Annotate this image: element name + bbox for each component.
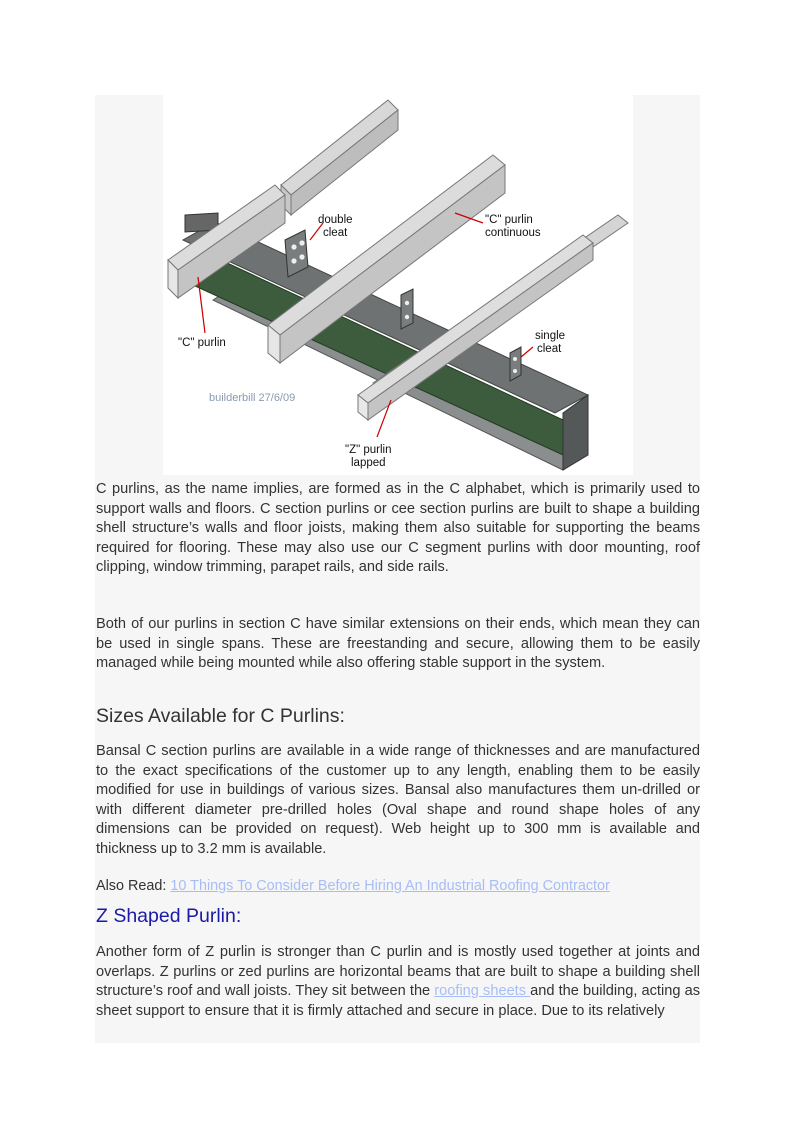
label-single-cleat-1: single: [535, 330, 566, 342]
roofing-sheets-link[interactable]: roofing sheets: [434, 983, 531, 999]
label-c-continuous-1: "C" purlin: [485, 214, 533, 226]
paragraph-z-text-after: and the building, acting as sheet support to ensure that it is firmly attached and secure in place. Due to its relatively: [96, 983, 700, 1019]
purlin-diagram: [163, 95, 633, 475]
label-double-cleat-2: cleat: [323, 227, 348, 239]
label-credit: builderbill 27/6/09: [209, 392, 296, 404]
single-cleat: [510, 347, 521, 381]
label-double-cleat-1: double: [318, 214, 353, 226]
heading-z-purlin: Z Shaped Purlin:: [96, 905, 242, 927]
paragraph-c-purlins-extensions: Both of our purlins in section C have similar extensions on their ends, which mean they can be used in single spans. These are freestanding and secure, allowing them to be easily managed while being mounted while also offering stable support in the system.: [96, 616, 700, 671]
middle-cleat: [401, 289, 413, 329]
paragraph-sizes: Bansal C section purlins are available in a wide range of thicknesses and are manufactured to the exact specifications of the customer up to any length, enabling them to be easily modified for use in buildings of various sizes. Bansal also manufactures them un-drilled or with different diameter pre-drilled holes (Oval shape and round shape holes of any dimensions can be provided on request). Web height up to 300 mm is available and thickness up to 3.2 mm is available.: [96, 743, 700, 857]
label-z-lapped-1: "Z" purlin: [345, 444, 392, 456]
label-c-continuous-2: continuous: [485, 227, 541, 239]
label-single-cleat-2: cleat: [537, 343, 562, 355]
label-c-purlin: "C" purlin: [178, 337, 226, 349]
paragraph-c-purlins-intro: C purlins, as the name implies, are formed as in the C alphabet, which is primarily used to support walls and floors. C section purlins or cee section purlins are built to shape a building shell structure’s walls and floor joists, making them also suitable for supporting the beams required for flooring. These may also use our C segment purlins with door mounting, roof clipping, window trimming, parapet rails, and side rails.: [96, 481, 700, 575]
paragraph-z-text-before: Another form of Z purlin is stronger than C purlin and is mostly used together at joints and overlaps. Z purlins or zed purlins are horizontal beams that are built to shape a building shell structure’s roof and wall joists. They sit between the: [96, 944, 700, 999]
c-purlin-left-upper-top: [281, 100, 398, 195]
label-z-lapped-2: lapped: [351, 457, 386, 469]
paragraph-z-purlin: [96, 943, 700, 1021]
also-read-link[interactable]: 10 Things To Consider Before Hiring An Industrial Roofing Contractor: [170, 878, 610, 894]
heading-sizes: Sizes Available for C Purlins:: [96, 705, 345, 727]
also-read: [96, 877, 610, 895]
c-purlin-left-upper-side: [291, 110, 398, 215]
also-read-prefix: Also Read:: [96, 878, 171, 894]
